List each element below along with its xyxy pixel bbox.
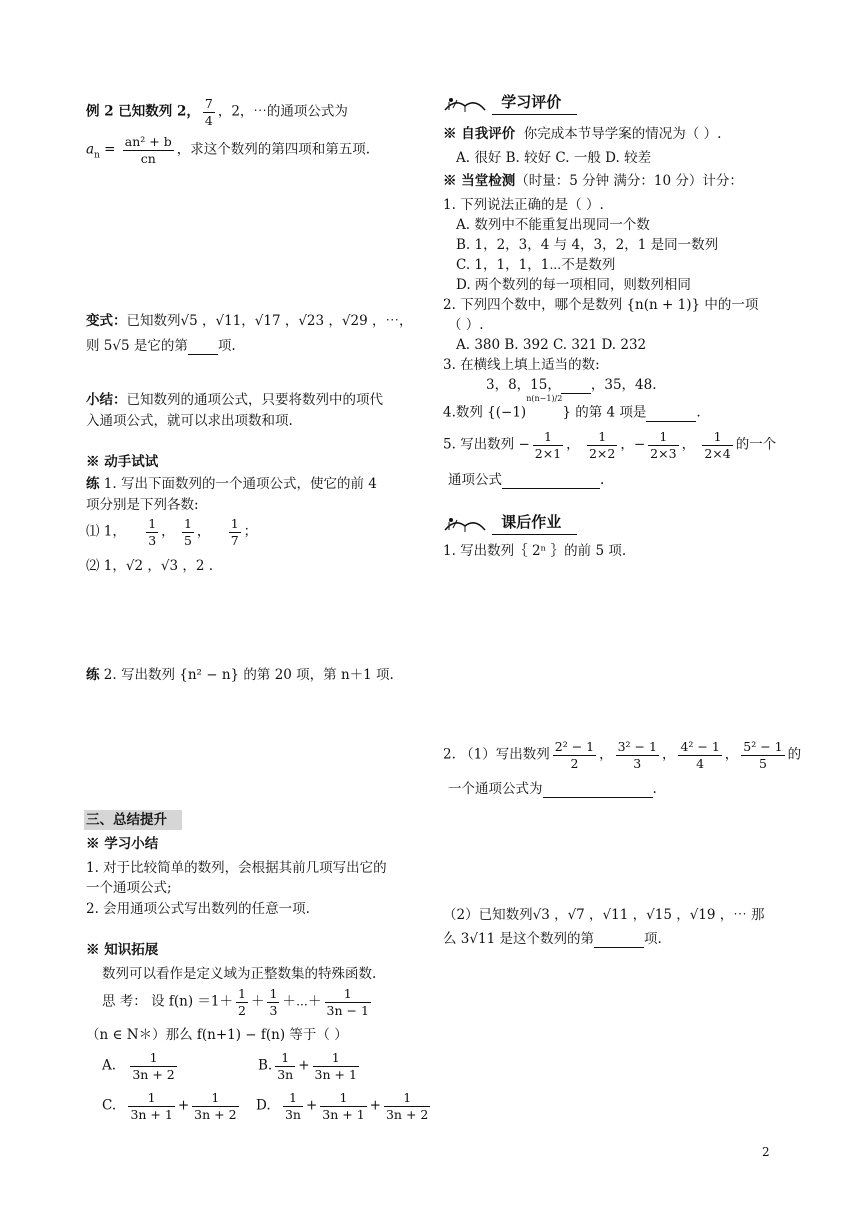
summary-line2: 入通项公式，就可以求出项数和项. [86,413,293,429]
option-d[interactable]: D. $\frac{1}{3n}$ + $\frac{1}{3n + 1}$ + $\frac{1}{3n + 2}$ [256,1090,429,1122]
knowledge-heading: ※ 知识拓展 [86,942,159,958]
question-1: 1. 下列说法正确的是（ ）. [443,197,604,213]
fraction: $\frac{\text{2² − 1}}{2}$ [554,739,595,771]
question-2-options[interactable]: A. 380 B. 392 C. 321 D. 232 [456,337,647,353]
fraction: $\frac{\text{3² − 1}}{3}$ [617,739,657,771]
summary-item-1b: 一个通项公式; [86,880,172,896]
answer-blank[interactable] [561,377,591,394]
fraction: $\frac{\text{4² − 1}}{4}$ [680,739,720,771]
study-summary-heading: ※ 学习小结 [86,836,159,852]
test-header: ※ 当堂检测（时量：5 分钟 满分：10 分）计分： [443,173,743,189]
question-2: 2. 下列四个数中，哪个是数列 {n(n + 1)} 中的一项 [443,297,759,313]
fraction: $\frac{1}{3n + 1}$ [322,1090,365,1122]
question-1-d[interactable]: D. 两个数列的每一项相同，则数列相同 [456,277,691,293]
fraction: $\frac{1}{2}$ [237,986,246,1018]
fraction: $\frac{1}{3n + 2}$ [385,1090,429,1122]
answer-blank[interactable] [594,931,644,948]
eval-heading-block [443,92,561,114]
think-line2: （n ∈ N＊）那么 f(n+1) − f(n) 等于（ ） [86,1027,348,1043]
fraction: $\frac{1}{3n}$ [277,1050,294,1082]
summary-line1: 小结：已知数列的通项公式，只要将数列中的项代 [86,392,383,408]
answer-blank[interactable] [188,338,218,355]
example-2-formula: $a_n$ = $\frac{\text{an² + b}}{cn}$ ，求这个数列的第四项和第五项. [86,134,370,166]
summary-item-2: 2. 会用通项公式写出数列的任意一项. [86,901,310,917]
formula-fraction: $\frac{\text{an² + b}}{cn}$ [124,134,172,166]
fraction: $\frac{1}{7}$ [230,516,239,548]
summary-item-1: 1. 对于比较简单的数列，会根据其前几项写出它的 [86,860,387,876]
try-heading: ※ 动手试试 [86,454,159,470]
question-4: 4.数列 $\{(-1)^{n(n-1)/2}\}$ 的第 4 项是 . [443,394,701,421]
answer-blank[interactable] [502,472,600,489]
fraction: $\frac{1}{3n}$ [284,1090,301,1122]
example-2-line1: 例 2 已知数列 2， $\frac{7}{4}$ ，2，⋯的通项公式为 [86,96,348,128]
homework-heading-block [443,512,561,534]
homework-1: 1. 写出数列｛ 2ⁿ ｝的前 5 项. [443,543,627,559]
self-eval: ※ 自我评价 你完成本节导学案的情况为（ ）. [443,126,722,142]
variant-line1: 变式：已知数列√5 ，√11，√17 ，√23 ，√29 ，⋯， [86,313,413,329]
eval-heading: 学习评价 [501,92,562,111]
fraction: $\frac{7}{4}$ [204,96,213,128]
option-a[interactable]: A. $\frac{1}{3n + 2}$ [102,1050,175,1082]
question-1-b[interactable]: B. 1，2，3，4 与 4，3，2，1 是同一数列 [456,237,719,253]
section-3-title: 三、总结提升 [86,812,167,828]
practice-2: 练 2. 写出数列 {n² − n} 的第 20 项，第 n＋1 项. [86,667,394,683]
question-1-c[interactable]: C. 1，1，1，1⋯不是数列 [456,257,616,273]
question-5-line2: 通项公式 . [448,472,605,488]
fraction: $\frac{1}{3}$ [148,516,157,548]
book-icon [443,92,487,114]
fraction: $\frac{1}{2\times 3}$ [650,429,677,461]
homework-2-part-2-line2: 么 3√11 是这个数列的第 项. [443,931,662,947]
question-1-a[interactable]: A. 数列中不能重复出现同一个数 [456,217,650,233]
question-3: 3. 在横线上填上适当的数: [443,357,600,373]
fraction: $\frac{1}{3n + 1}$ [314,1050,357,1082]
option-b[interactable]: B. $\frac{1}{3n}$ + $\frac{1}{3n + 1}$ [258,1050,357,1082]
fraction: $\frac{1}{2\times 4}$ [704,429,731,461]
book-icon [443,512,487,534]
homework-2: 2. （1）写出数列 $\frac{\text{2² − 1}}{2}$ ， $\frac{\text{3² − 1}}{3}$ ， $\frac{\text{4² − 1}}{4}$ ， $\frac{\text{5² − 1}}{5}$ 的 [443,739,802,771]
fraction: $\frac{1}{3n - 1}$ [326,986,369,1018]
homework-heading: 课后作业 [501,512,562,531]
self-eval-options: A. 很好 B. 较好 C. 一般 D. 较差 [456,150,652,166]
page-number: 2 [762,1145,770,1159]
practice-1-item-1: ⑴ 1， $\frac{1}{3}$ ， $\frac{1}{5}$ ， $\frac{1}{7}$ ； [86,516,258,548]
fraction: $\frac{\text{5² − 1}}{5}$ [743,739,783,771]
option-c[interactable]: C. $\frac{1}{3n + 1}$ + $\frac{1}{3n + 2}$ [102,1090,237,1122]
practice-1-item-2: ⑵ 1，√2 ，√3 ，2 . [86,558,214,574]
heading-underline [492,114,577,115]
question-5: 5. 写出数列 − $\frac{1}{2\times 1}$ ， $\frac{1}{2\times 2}$ ，− $\frac{1}{2\times 3}$ ， $\frac{1}{2\times 4}$ 的一个 [443,429,777,461]
heading-underline [492,534,577,535]
question-3-sequence: 3，8，15， ，35，48. [486,377,657,393]
fraction: $\frac{1}{3n + 2}$ [132,1050,175,1082]
fraction: $\frac{1}{3}$ [269,986,278,1018]
homework-2-part-2: （2）已知数列√3 ，√7 ，√11 ，√15 ，√19 ，⋯ 那 [443,907,765,923]
fraction: $\frac{1}{3n + 1}$ [130,1090,173,1122]
fraction: $\frac{1}{3n + 2}$ [194,1090,237,1122]
answer-blank[interactable] [646,405,696,422]
question-2-bracket: （ ）. [448,317,484,333]
fraction: $\frac{1}{2\times 2}$ [588,429,616,461]
practice-1-line1: 练 1. 写出下面数列的一个通项公式，使它的前 4 [86,476,377,492]
knowledge-text: 数列可以看作是定义域为正整数集的特殊函数. [102,966,377,982]
answer-blank[interactable] [543,781,653,798]
practice-1-line2: 项分别是下列各数: [86,497,199,513]
fraction: $\frac{1}{5}$ [183,516,192,548]
variant-line2: 则 5√5 是它的第 项. [86,338,236,354]
fraction: $\frac{1}{2\times 1}$ [534,429,562,461]
homework-2-line2: 一个通项公式为 . [448,781,657,797]
think-line1: 思 考： 设 f(n) ＝1＋ $\frac{1}{2}$ ＋ $\frac{1}{3}$ ＋⋯＋ $\frac{1}{3n - 1}$ [102,986,369,1018]
